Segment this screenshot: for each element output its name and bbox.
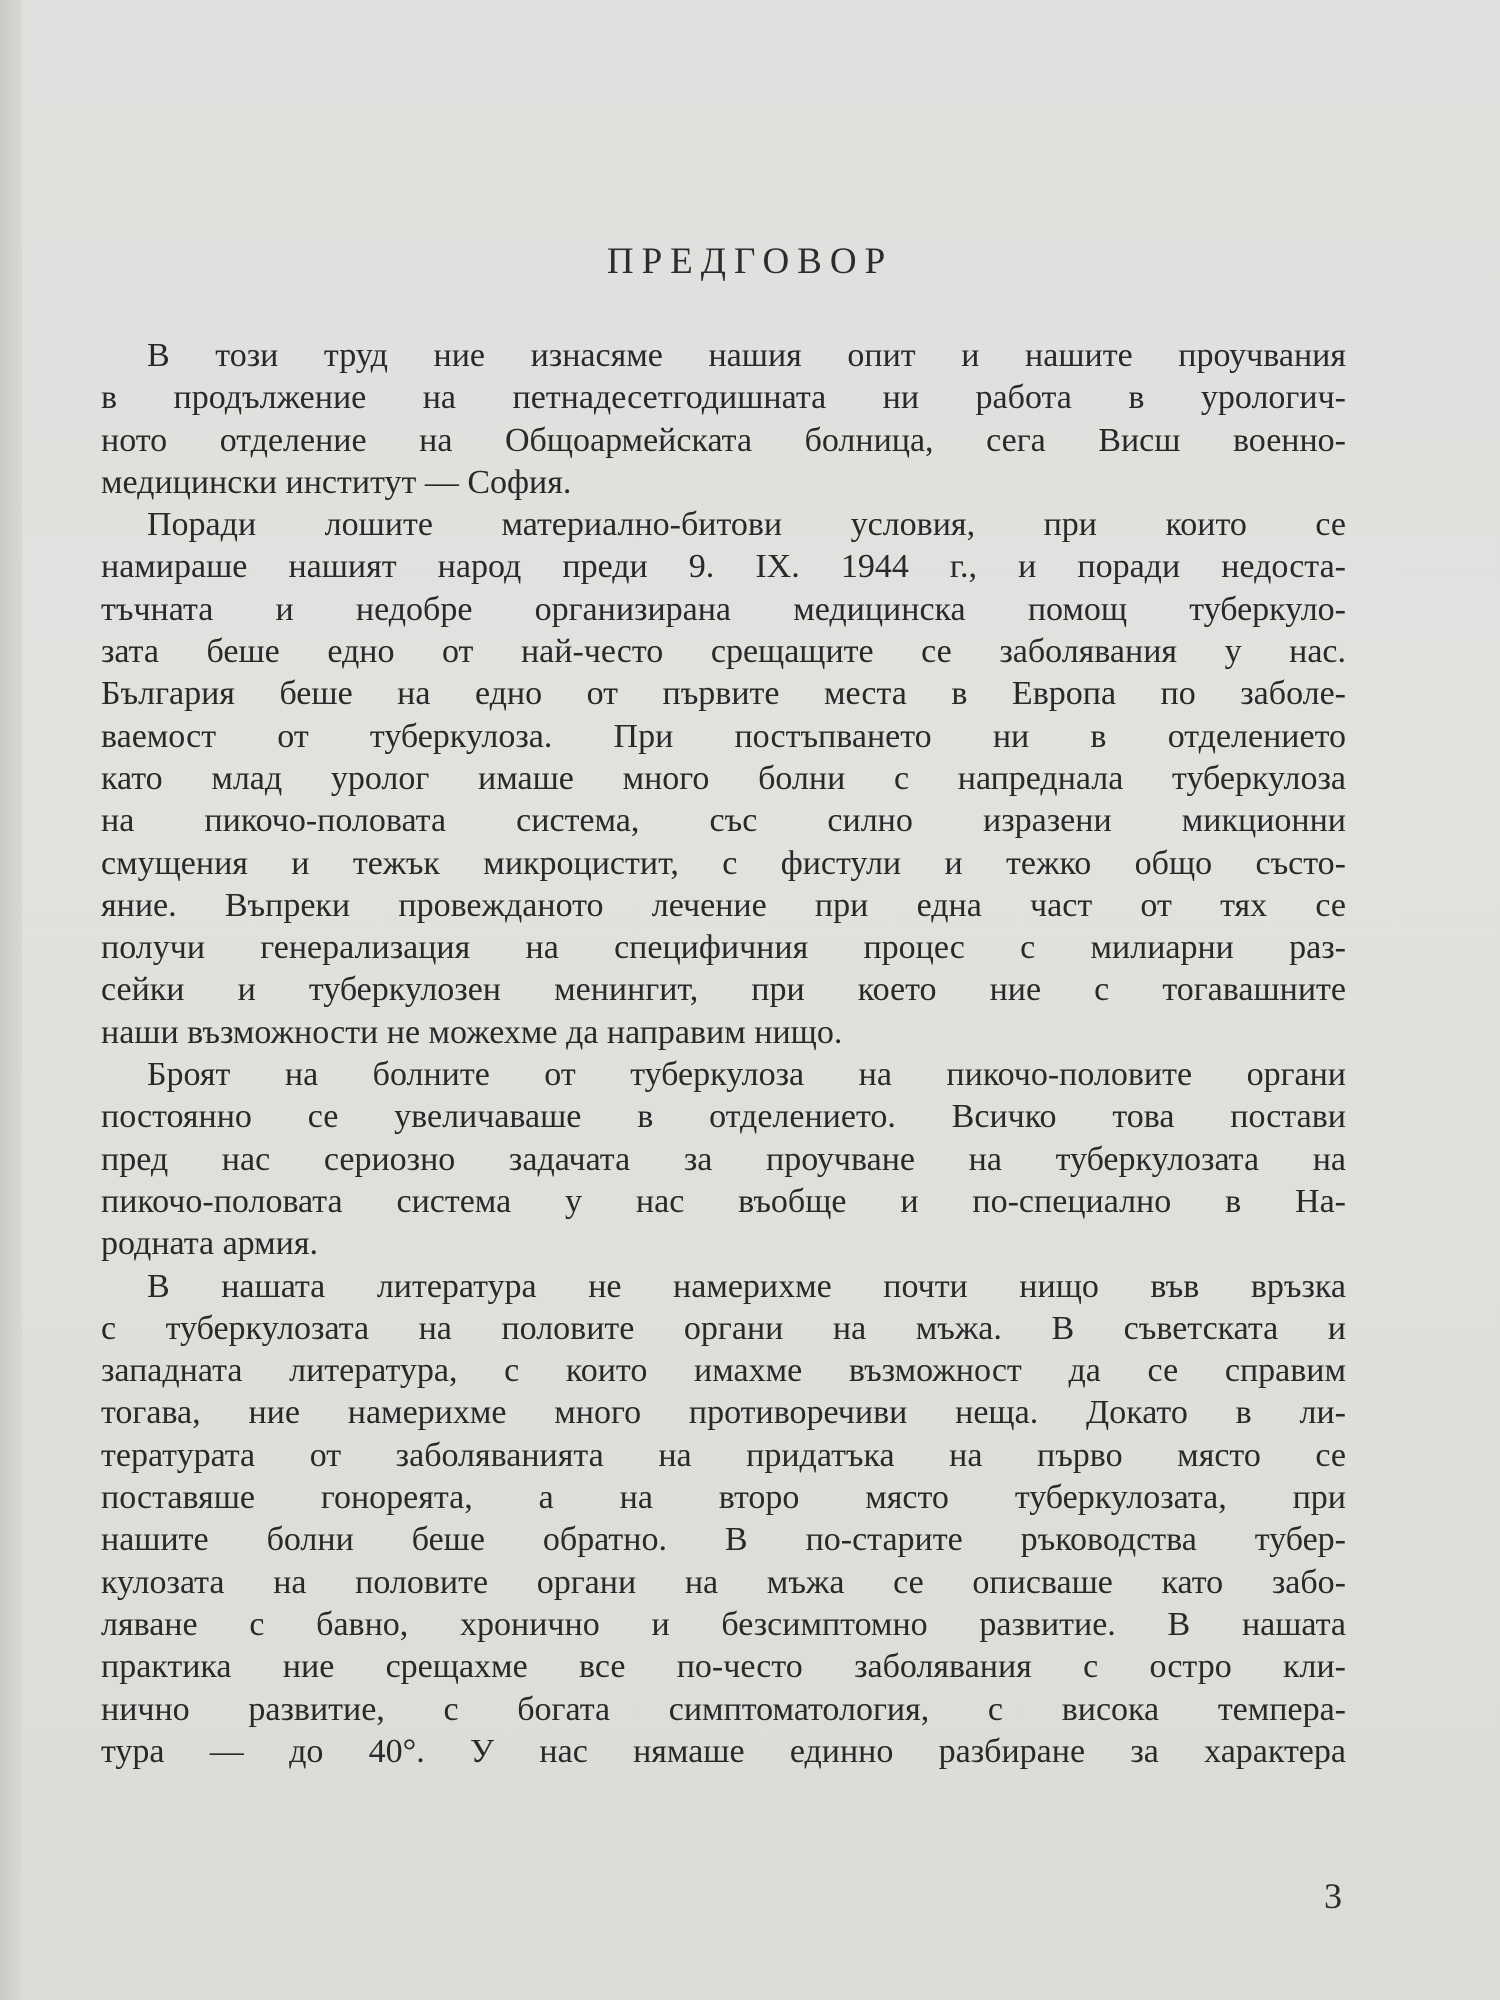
text-line: кулозата на половите органи на мъжа се описваше като забо- [101,1563,1346,1601]
text-line: зата беше едно от най-често срещащите се заболявания у нас. [101,633,1346,671]
text-line: сейки и туберкулозен менингит, при което ние с тогавашните [101,971,1346,1009]
text-line: тура — до 40°. У нас нямаше единно разбиране за характера [101,1732,1346,1770]
text-line: България беше на едно от първите места в Европа по заболе- [101,675,1346,713]
text-line: намираше нашият народ преди 9. IX. 1944 г., и поради недоста- [101,548,1346,586]
text-line: В този труд ние изнасяме нашия опит и нашите проучвания [147,337,1346,374]
text-line: тогава, ние намерихме много противоречиви неща. Докато в ли- [101,1394,1346,1432]
text-line: смущения и тежък микроцистит, с фистули и тежко общо състо- [101,844,1346,882]
text-line: медицински институт — София. [101,463,572,501]
text-line: яние. Въпреки провежданото лечение при една част от тях се [101,886,1346,924]
text-line: Броят на болните от туберкулоза на пикочо-половите органи [147,1056,1346,1094]
text-line: тъчната и недобре организирана медицинска помощ туберкуло- [101,590,1346,628]
text-line: западната литература, с които имахме възможност да се справим [101,1352,1346,1390]
page-number: 3 [1324,1876,1342,1916]
text-line: като млад уролог имаше много болни с напреднала туберкулоза [101,759,1346,797]
page-title: ПРЕДГОВОР [606,241,894,282]
text-line: поставяше гонореята, а на второ място туберкулозата, при [101,1479,1346,1517]
text-line: В нашата литература не намерихме почти нищо във връзка [147,1267,1346,1305]
text-line: пикочо-половата система у нас въобще и по-специално в На- [101,1182,1346,1220]
text-line: родната армия. [101,1225,319,1263]
text-line: на пикочо-половата система, със силно изразени микционни [101,802,1346,840]
body-text [101,335,1346,1773]
text-line: наши възможности не можехме да направим нищо. [101,1013,843,1051]
text-line: получи генерализация на специфичния процес с милиарни раз- [101,929,1346,967]
text-line: с туберкулозата на половите органи на мъжа. В съветската и [101,1309,1346,1347]
text-line: ваемост от туберкулоза. При постъпването ни в отделението [101,717,1346,755]
text-line: тературата от заболяванията на придатъка на първо място се [101,1436,1346,1474]
text-line: практика ние срещахме все по-често заболявания с остро кли- [101,1648,1346,1686]
page-edge-shadow [0,0,22,2000]
text-line: нашите болни беше обратно. В по-старите ръководства тубер- [101,1521,1346,1559]
text-line: ното отделение на Общоармейската болница, сега Висш военно- [101,421,1346,459]
text-line: пред нас сериозно задачата за проучване на туберкулозата на [101,1140,1346,1178]
text-line: Поради лошите материално-битови условия, при които се [147,506,1346,544]
text-line: в продължение на петнадесетгодишната ни работа в урологич- [101,379,1346,417]
text-line: ляване с бавно, хронично и безсимптомно развитие. В нашата [101,1605,1346,1643]
text-line: постоянно се увеличаваше в отделението. Всичко това постави [101,1098,1346,1136]
text-line: нично развитие, с богата симптоматология, с висока темпера- [101,1690,1346,1728]
